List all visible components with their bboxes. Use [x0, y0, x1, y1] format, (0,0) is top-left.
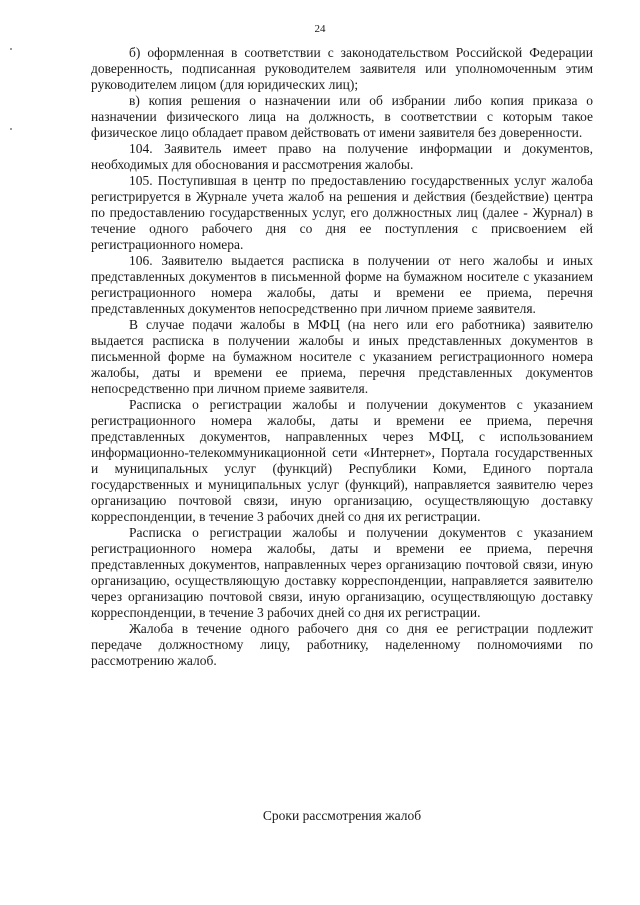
paragraph-105: 105. Поступившая в центр по предоставлению государственных услуг жалоба регистрируется в Журнале учета жалоб на решения и действия (бездействие) центра по предоставлению государственных услуг, его должностных лиц (далее - Журнал) в течение одного рабочего дня со дня ее поступления с присвоением ей регистрационного номера. — [91, 173, 593, 252]
paragraph-106: 106. Заявителю выдается расписка в получении от него жалобы и иных представленных документов в письменной форме на бумажном носителе с указанием регистрационного номера жалобы, даты и времени ее приема, перечня представленных документов непосредственно при личном приеме заявителя. — [91, 253, 593, 316]
page-number: 24 — [314, 23, 326, 35]
scan-mark — [10, 48, 12, 50]
paragraph-complaint-transfer: Жалоба в течение одного рабочего дня со дня ее регистрации подлежит передаче должностному лицу, работнику, наделенному полномочиями по рассмотрению жалоб. — [91, 621, 593, 668]
paragraph-receipt-postal: Расписка о регистрации жалобы и получении документов с указанием регистрационного номера жалобы, даты и времени ее приема, перечня представленных документов, направленных через организацию почтовой связи, иную организацию, осуществляющую доставку корреспонденции, направляется заявителю через организацию почтовой связи, иную организацию, осуществляющую доставку корреспонденции, в течение 3 рабочих дней со дня их регистрации. — [91, 525, 593, 620]
paragraph-v-appointment-copy: в) копия решения о назначении или об избрании либо копия приказа о назначении физического лица на должность, в соответствии с которым такое физическое лицо обладает правом действовать от имени заявителя без доверенности. — [91, 93, 593, 140]
document-body — [91, 45, 593, 669]
scan-mark — [10, 128, 12, 130]
paragraph-receipt-internet: Расписка о регистрации жалобы и получении документов с указанием регистрационного номера жалобы, даты и времени ее приема, перечня представленных документов, направленных через МФЦ, с использованием информационно-телекоммуникационной сети «Интернет», Портала государственных и муниципальных услуг (функций) Республики Коми, Единого портала государственных и муниципальных услуг (функций), направляется заявителю через организацию почтовой связи, иную организацию, осуществляющую доставку корреспонденции, в течение 3 рабочих дней со дня их регистрации. — [91, 397, 593, 524]
section-heading: Сроки рассмотрения жалоб — [262, 808, 422, 823]
paragraph-b-power-of-attorney: б) оформленная в соответствии с законодательством Российской Федерации доверенность, подписанная руководителем заявителя или уполномоченным этим руководителем лицом (для юридических лиц); — [91, 45, 593, 92]
paragraph-mfc-receipt: В случае подачи жалобы в МФЦ (на него или его работника) заявителю выдается расписка в получении жалобы и иных представленных документов в письменной форме на бумажном носителе с указанием регистрационного номера жалобы, даты и времени ее приема, перечня представленных документов непосредственно при личном приеме заявителя. — [91, 317, 593, 396]
paragraph-104: 104. Заявитель имеет право на получение информации и документов, необходимых для обоснования и рассмотрения жалобы. — [91, 141, 593, 172]
